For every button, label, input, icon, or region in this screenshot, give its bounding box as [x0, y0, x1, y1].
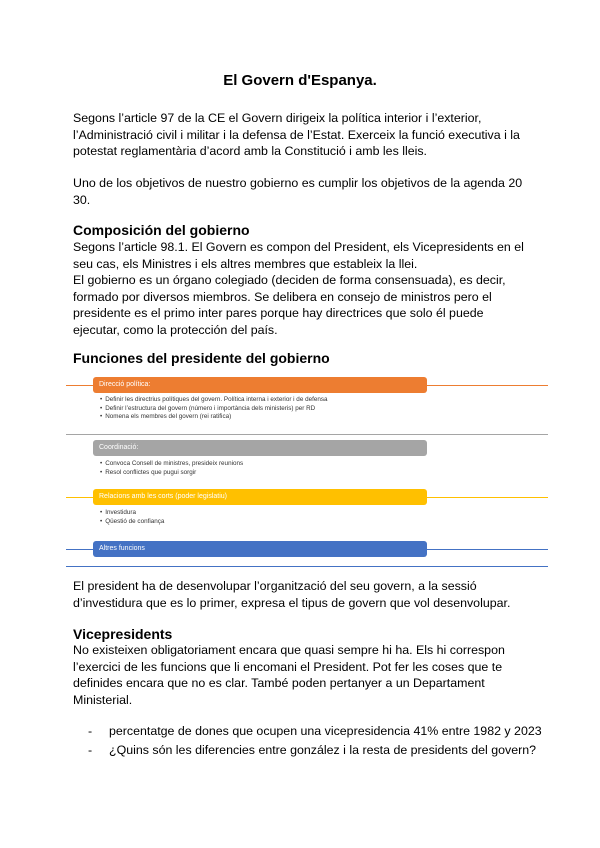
bar-altres-funcions: Altres funcions	[93, 541, 427, 557]
bar-coordinacio: Coordinació:	[93, 440, 427, 456]
functions-heading: Funciones del presidente del gobierno	[73, 350, 330, 366]
composition-paragraph-2: El gobierno es un órgano colegiado (deciden de forma consensuada), es decir, formado por diversos miembros. Se delibera en consejo de ministros pero el presidente es el primo inter pares porque hay directrices que solo él puede ejecutar, como la protección del país.	[73, 273, 506, 337]
list-coordinacio	[100, 460, 243, 477]
list-item: • Resol conflictes que pugui sorgir	[100, 469, 243, 478]
composition-heading: Composición del gobierno	[73, 222, 250, 238]
list-item: • Qüestió de confiança	[100, 518, 164, 527]
list-item	[88, 723, 548, 740]
list-item: • Convoca Consell de ministres, presideix reunions	[100, 460, 243, 469]
intro-paragraph: Segons l’article 97 de la CE el Govern dirigeix la política interior i l’exterior, l’Administració civil i militar i la defensa de l’Estat. Exerceix la funció executiva i la potestat reglamentària d’acord amb la Constitució i amb les lleis.	[73, 111, 520, 158]
vicepresidents-bullet-list	[88, 723, 548, 760]
objectives-paragraph: Uno de los objetivos de nuestro gobierno es cumplir los objetivos de la agenda 20 30.	[73, 176, 523, 207]
blue-bottom-line	[66, 566, 548, 567]
list-relacions-corts	[100, 509, 164, 526]
bar-relacions-corts: Relacions amb les corts (poder legislatiu)	[93, 489, 427, 505]
dash-marker: -	[88, 724, 93, 738]
list-item-text: percentatge de dones que ocupen una vicepresidencia 41% entre 1982 y 2023	[109, 724, 542, 738]
list-item: • Nomena els membres del govern (rei ratifica)	[100, 413, 327, 422]
dash-marker: -	[88, 742, 93, 757]
gray-divider-line	[66, 434, 548, 435]
vicepresidents-paragraph: No existeixen obligatoriament encara que quasi sempre hi ha. Els hi correspon l’exercici de les funcions que li encomani el President. Pot fer les coses que te definides encara que no es clar. També poden pertanyer a un Departament Ministerial.	[73, 643, 505, 707]
bar-direccio-politica: Direcció política:	[93, 377, 427, 393]
functions-diagram	[0, 374, 600, 574]
list-direccio-politica	[100, 396, 327, 422]
list-item: • Definir l’estructura del govern (número i importància dels ministeris) per RD	[100, 405, 327, 414]
document-title: El Govern d'Espanya.	[223, 72, 377, 89]
vicepresidents-heading: Vicepresidents	[73, 626, 173, 642]
president-paragraph: El president ha de desenvolupar l’organització del seu govern, a la sessió d’investidura que es lo primer, expresa el tipus de govern que vol desenvolupar.	[73, 579, 511, 610]
list-item	[88, 742, 548, 759]
list-item: • Investidura	[100, 509, 164, 518]
list-item-text: ¿Quins són les diferencies entre gonzález i la resta de presidents del govern?	[109, 742, 537, 757]
composition-paragraph-1: Segons l’article 98.1. El Govern es compon del President, els Vicepresidents en el seu cas, els Ministres i els altres membres que estableix la llei.	[73, 240, 524, 271]
list-item: • Definir les directrius polítiques del govern. Política interna i exterior i de defensa	[100, 396, 327, 405]
